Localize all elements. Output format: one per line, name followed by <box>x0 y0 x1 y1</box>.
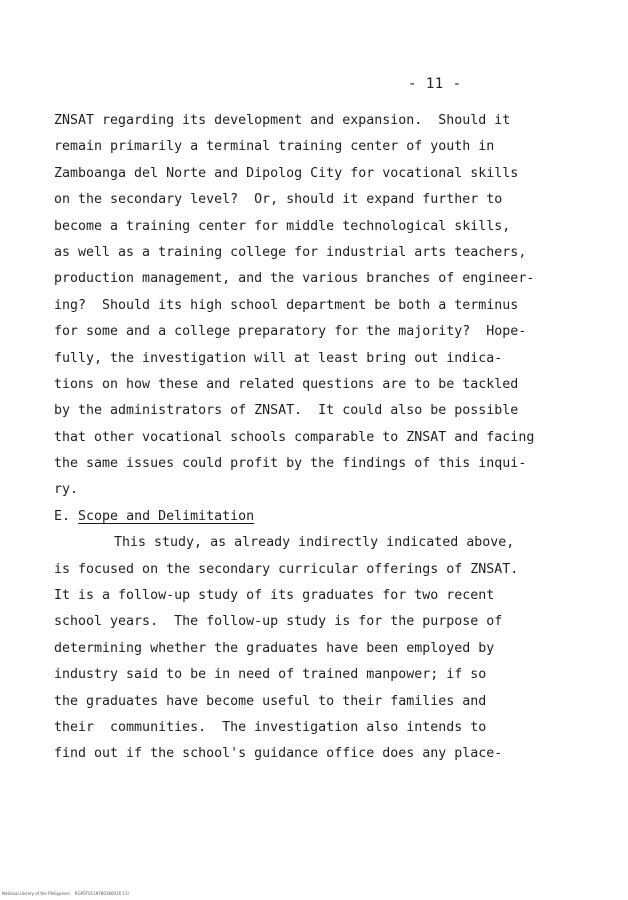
text-line: ry. <box>54 482 79 498</box>
text-line: the graduates have become useful to their families and <box>54 693 487 709</box>
section-title: Scope and Delimitation <box>78 508 255 524</box>
text-line: ZNSAT regarding its development and expansion. Should it <box>54 113 511 128</box>
text-line: tions on how these and related questions are to be tackled <box>54 376 519 392</box>
text-line: industry said to be in need of trained manpower; if so <box>54 667 487 683</box>
text-line: by the administrators of ZNSAT. It could also be possible <box>54 403 519 419</box>
text-line: on the secondary level? Or, should it expand further to <box>54 192 503 208</box>
text-line: fully, the investigation will at least bring out indica- <box>54 350 503 366</box>
text-line: remain primarily a terminal training center of youth in <box>54 139 495 155</box>
paragraph-1 <box>0 108 628 504</box>
text-line: become a training center for middle technological skills, <box>54 218 511 234</box>
text-line: their communities. The investigation also intends to <box>54 719 487 735</box>
text-line: is focused on the secondary curricular offerings of ZNSAT. <box>54 561 519 577</box>
text-line: determining whether the graduates have been employed by <box>54 640 495 656</box>
text-line: that other vocational schools comparable to ZNSAT and facing <box>54 429 535 445</box>
text-line: This study, as already indirectly indicated above, <box>114 535 515 551</box>
body-text <box>0 108 628 768</box>
paragraph-2 <box>0 530 628 768</box>
text-line: for some and a college preparatory for the majority? Hope- <box>54 324 527 340</box>
page-number: - 11 - <box>408 76 462 92</box>
text-line: production management, and the various branches of engineer- <box>54 271 535 287</box>
text-line: It is a follow-up study of its graduates for two recent <box>54 588 495 604</box>
text-line: school years. The follow-up study is for the purpose of <box>54 614 503 630</box>
section-heading <box>0 504 628 530</box>
text-line: the same issues could profit by the findings of this inqui- <box>54 456 527 472</box>
text-line: Zamboanga del Norte and Dipolog City for vocational skills <box>54 165 519 181</box>
section-label: E. <box>54 508 71 524</box>
text-line: find out if the school's guidance office does any place- <box>54 746 503 762</box>
text-line: as well as a training college for industrial arts teachers, <box>54 244 527 260</box>
scan-footer: National Library of the Philippines RGP0T0119780180016 11I <box>2 891 129 896</box>
text-line: ing? Should its high school department be both a terminus <box>54 297 519 313</box>
